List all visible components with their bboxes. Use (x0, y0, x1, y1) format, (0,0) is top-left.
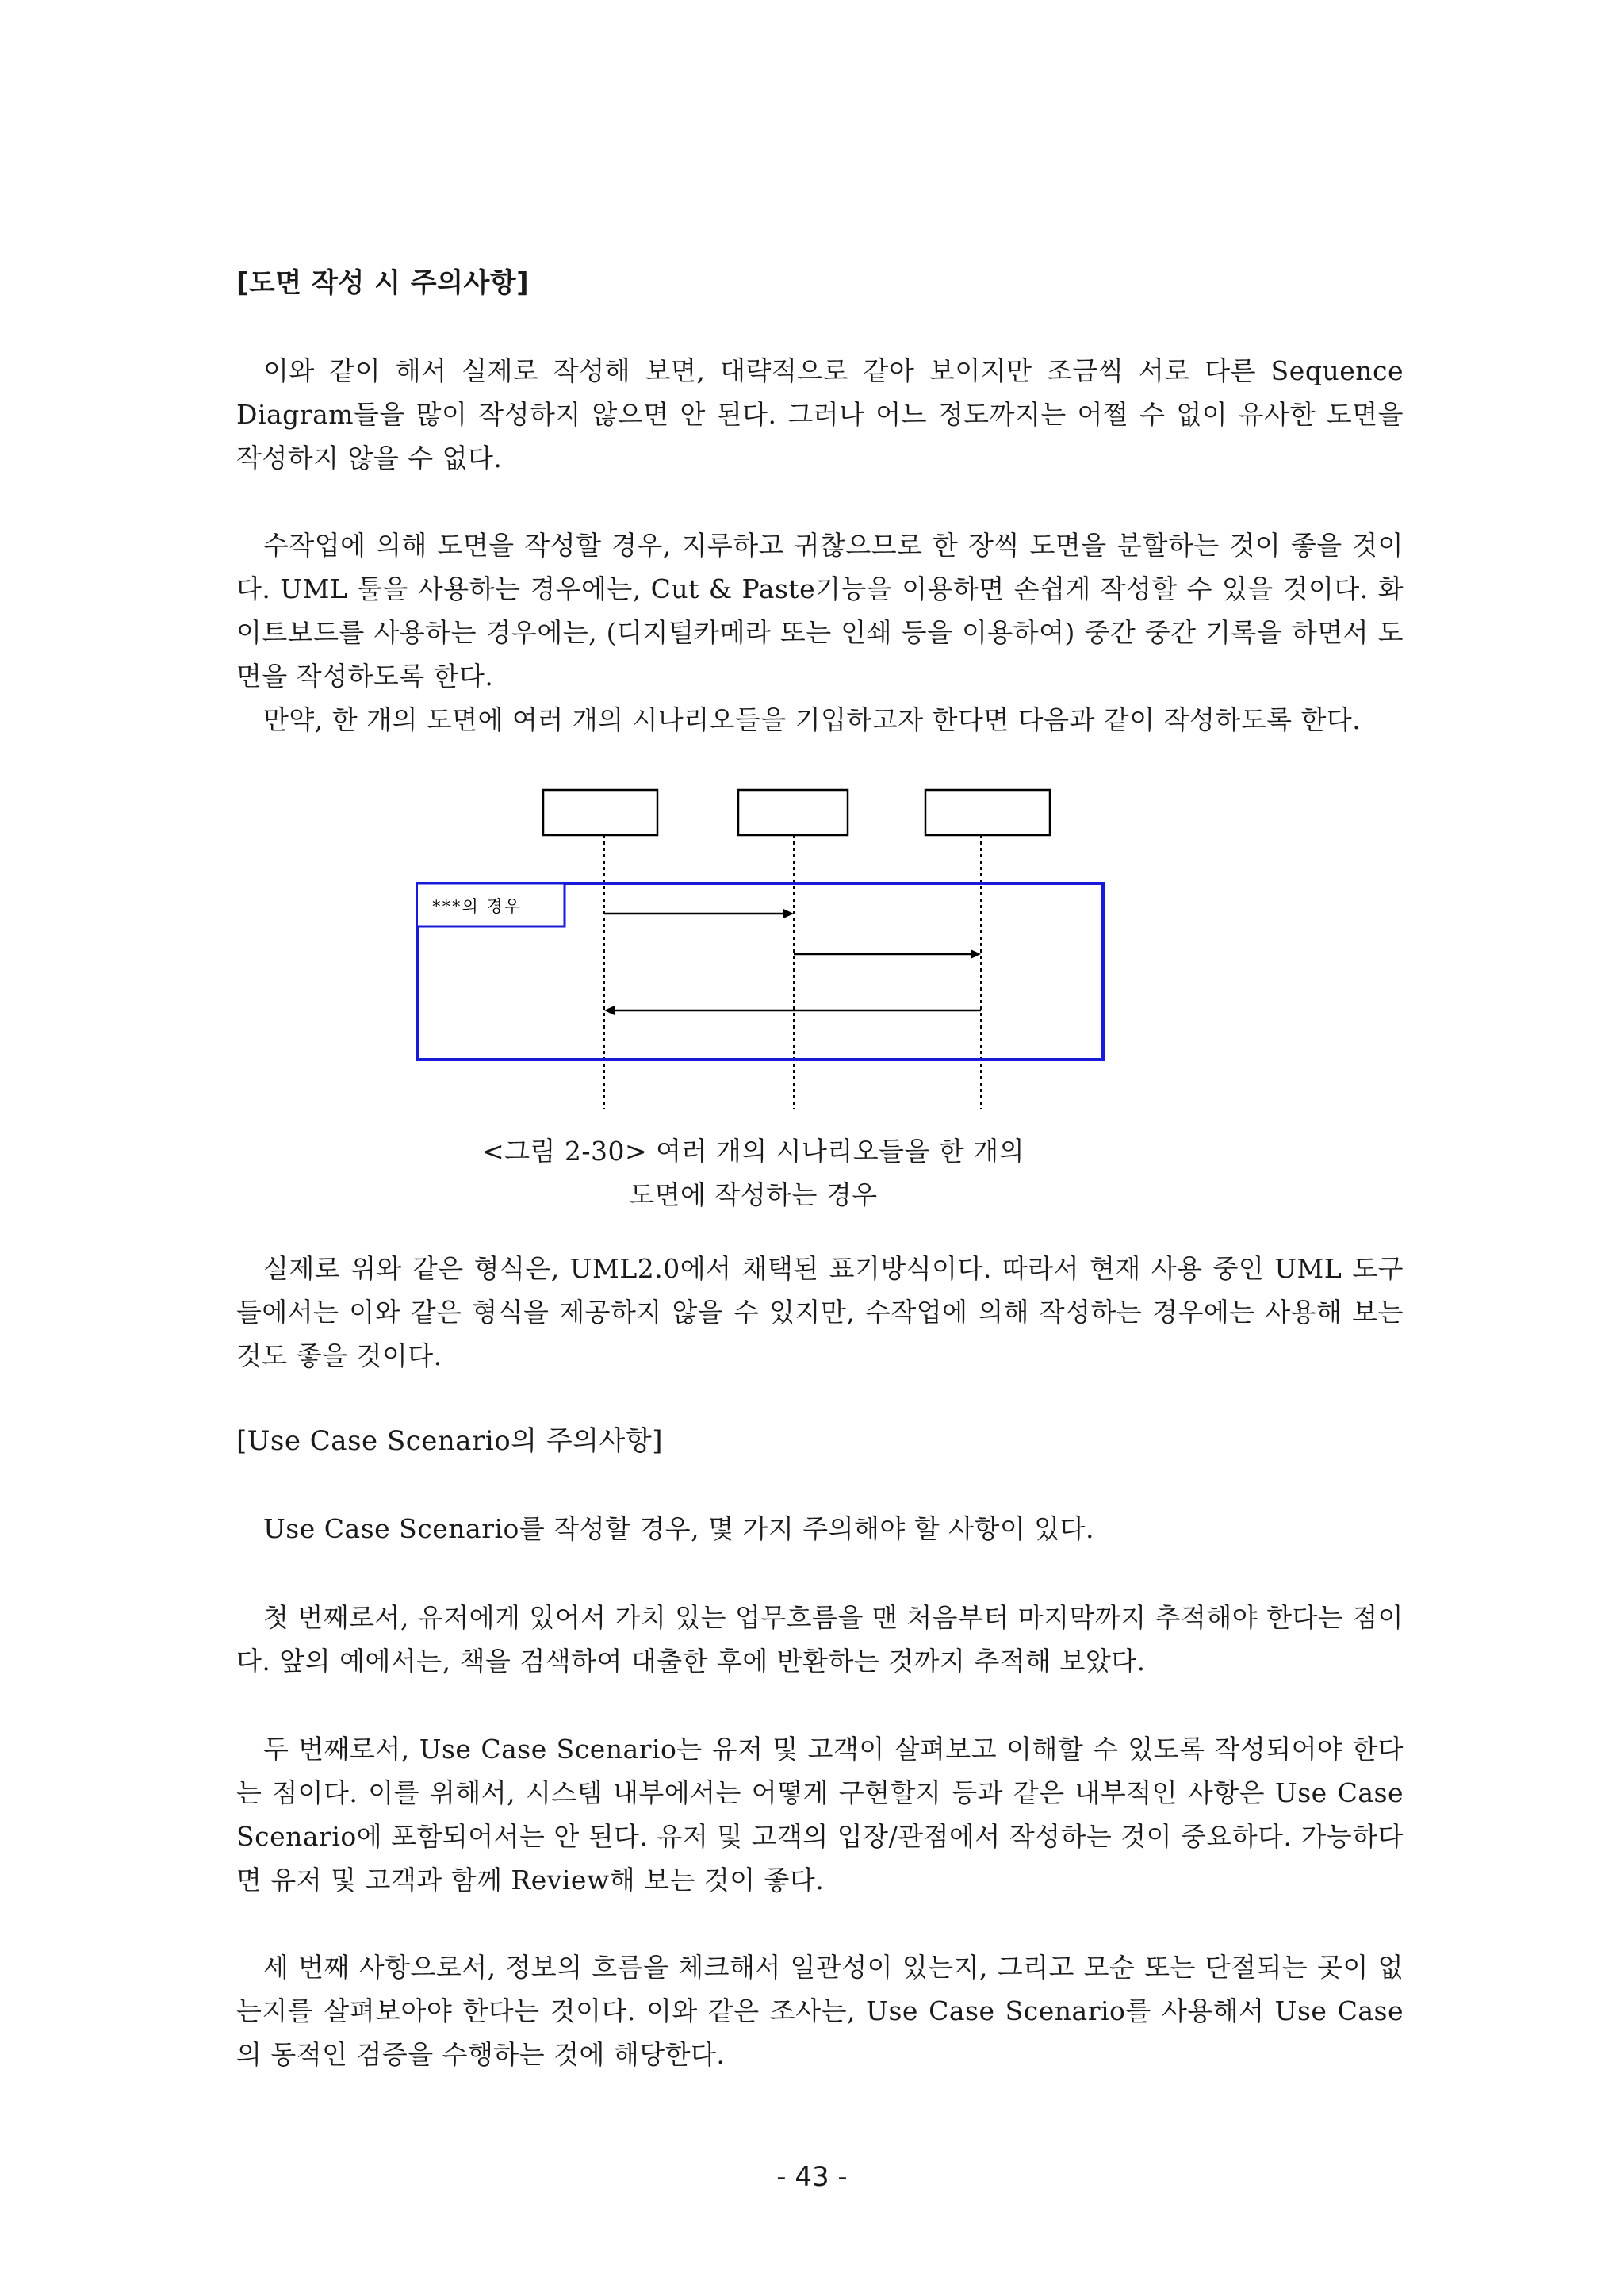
paragraph: 수작업에 의해 도면을 작성할 경우, 지루하고 귀찮으므로 한 장씩 도면을 분할하는 것이 좋을 것이다. UML 툴을 사용하는 경우에는, Cut & Paste기능을 이용하면 손쉽게 작성할 수 있을 것이다. 화이트보드를 사용하는 경우에는, (디지털카메라 또는 인쇄 등을 이용하여) 중간 중간 기록을 하면서 도면을 작성하도록 한다. (236, 530, 1404, 692)
paragraph: 이와 같이 해서 실제로 작성해 보면, 대략적으로 같아 보이지만 조금씩 서로 다른 Sequence Diagram들을 많이 작성하지 않으면 안 된다. 그러나 어느 정도까지는 어쩔 수 없이 유사한 도면을 작성하지 않을 수 없다. (236, 355, 1404, 473)
paragraph: 첫 번째로서, 유저에게 있어서 가치 있는 업무흐름을 맨 처음부터 마지막까지 추적해야 한다는 점이다. 앞의 예에서는, 책을 검색하여 대출한 후에 반환하는 것까지 추적해 보았다. (236, 1602, 1404, 1677)
section-heading-use-case-scenario: [Use Case Scenario의 주의사항] (236, 1425, 663, 1457)
arrowhead-2 (971, 949, 981, 959)
paragraph: 실제로 위와 같은 형식은, UML2.0에서 채택된 표기방식이다. 따라서 현재 사용 중인 UML 도구들에서는 이와 같은 형식을 제공하지 않을 수 있지만, 수작업에 의해 작성하는 경우에는 사용해 보는 것도 좋을 것이다. (236, 1253, 1404, 1371)
figure-caption-line1: <그림 2-30> 여러 개의 시나리오들을 한 개의 (481, 1136, 1025, 1167)
paragraph: Use Case Scenario를 작성할 경우, 몇 가지 주의해야 할 사항이 있다. (263, 1513, 1094, 1544)
sequence-diagram-figure (0, 0, 1624, 1126)
paragraph: 두 번째로서, Use Case Scenario는 유저 및 고객이 살펴보고 이해할 수 있도록 작성되어야 한다는 점이다. 이를 위해서, 시스템 내부에서는 어떻게 구현할지 등과 같은 내부적인 사항은 Use Case Scenario에 포함되어서는 안 된다. 유저 및 고객의 입장/관점에서 작성하는 것이 중요하다. 가능하다면 유저 및 고객과 함께 Review해 보는 것이 좋다. (236, 1734, 1404, 1895)
arrowhead-1 (783, 909, 794, 918)
paragraph: 세 번째 사항으로서, 정보의 흐름을 체크해서 일관성이 있는지, 그리고 모순 또는 단절되는 곳이 없는지를 살펴보아야 한다는 것이다. 이와 같은 조사는, Use Case Scenario를 사용해서 Use Case의 동적인 검증을 수행하는 것에 해당한다. (236, 1952, 1404, 2070)
paragraph: 만약, 한 개의 도면에 여러 개의 시나리오들을 기입하고자 한다면 다음과 같이 작성하도록 한다. (263, 704, 1362, 735)
arrowhead-3 (604, 1006, 615, 1015)
lifeline-box-1 (543, 790, 657, 835)
figure-caption-line2: 도면에 작성하는 경우 (629, 1179, 878, 1210)
lifeline-box-3 (925, 790, 1050, 835)
fragment-label: ***의 경우 (432, 897, 523, 916)
section-heading-drawing-notes: [도면 작성 시 주의사항] (236, 267, 530, 299)
lifeline-box-2 (738, 790, 848, 835)
page-number: - 43 - (776, 2161, 848, 2193)
